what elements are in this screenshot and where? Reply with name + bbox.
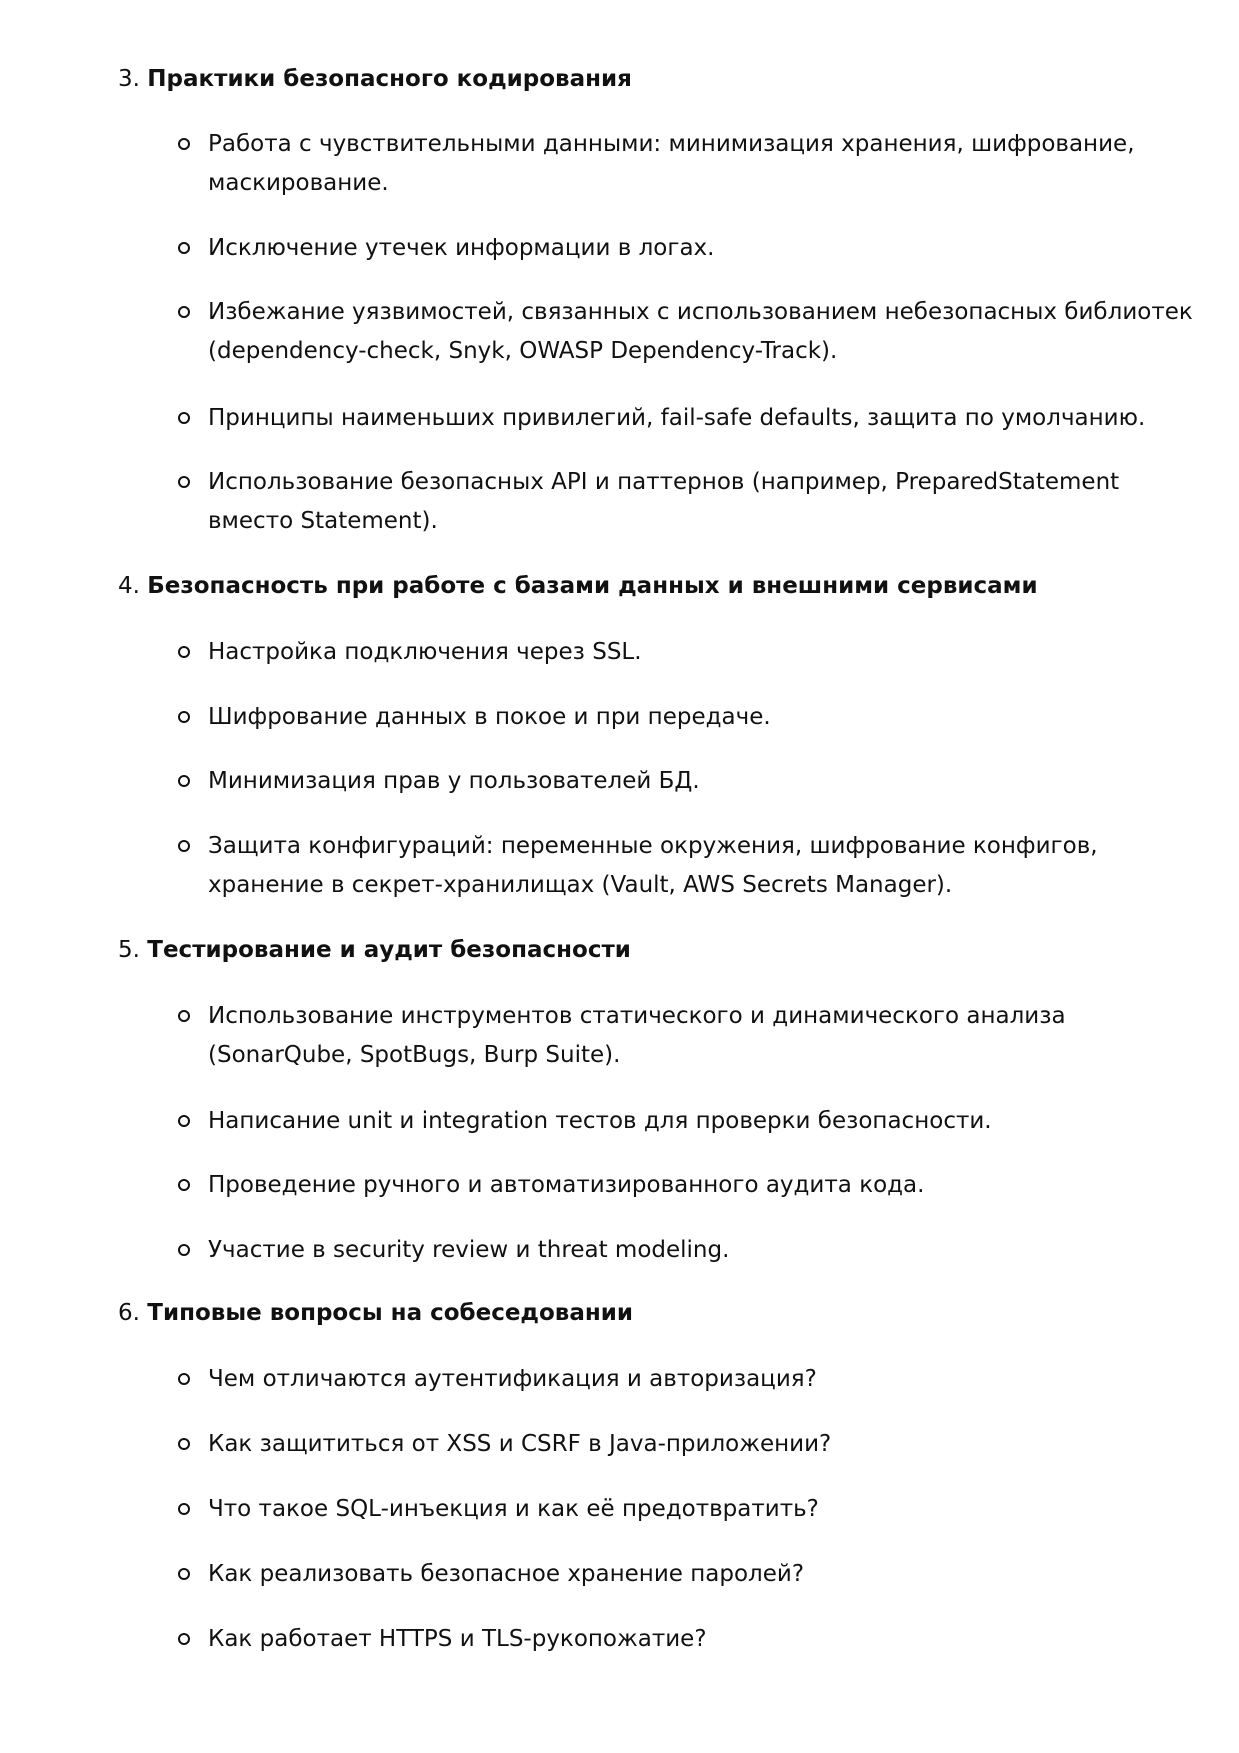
list-item [208,762,1168,801]
list-item-line: Минимизация прав у пользователей БД. [208,768,700,794]
list-item [208,698,1168,737]
list-item [208,399,1168,438]
section-number: 6. [118,1300,140,1326]
list-item [208,827,1168,905]
section-title: Типовые вопросы на собеседовании [147,1300,633,1326]
list-bullet [178,840,190,852]
list-bullet [178,1244,190,1256]
list-item [208,1555,1168,1594]
list-item-line: хранение в секрет-хранилищах (Vault, AWS Secrets Manager). [208,872,953,898]
list-bullet [178,1633,190,1645]
list-item-line: (dependency-check, Snyk, OWASP Dependency-Track). [208,338,838,364]
list-item-line: Принципы наименьших привилегий, fail-safe defaults, защита по умолчанию. [208,405,1146,431]
list-bullet [178,775,190,787]
section-heading [118,1298,633,1328]
section-number: 5. [118,937,140,963]
list-bullet [178,1115,190,1127]
list-item [208,1166,1168,1205]
list-item [208,997,1168,1075]
list-item-line: вместо Statement). [208,508,438,534]
list-item-line: Чем отличаются аутентификация и авторизация? [208,1366,817,1392]
list-item-line: маскирование. [208,170,389,196]
section-number: 4. [118,573,140,599]
list-bullet [178,138,190,150]
list-item-line: Что такое SQL-инъекция и как её предотвратить? [208,1496,819,1522]
section-title: Тестирование и аудит безопасности [147,937,631,963]
list-item [208,463,1168,541]
list-item [208,1425,1168,1464]
list-bullet [178,711,190,723]
section-title: Практики безопасного кодирования [147,66,632,92]
list-item [208,1490,1168,1529]
list-item-line: Проведение ручного и автоматизированного аудита кода. [208,1172,925,1198]
list-item-line: Как работает HTTPS и TLS-рукопожатие? [208,1626,707,1652]
list-item-line: Настройка подключения через SSL. [208,639,642,665]
list-bullet [178,1179,190,1191]
list-item-line: Избежание уязвимостей, связанных с использованием небезопасных библиотек [208,299,1193,325]
list-item [208,229,1168,268]
list-item-line: Как защититься от XSS и CSRF в Java-приложении? [208,1431,832,1457]
list-item-line: Как реализовать безопасное хранение паролей? [208,1561,805,1587]
list-item [208,125,1168,203]
list-item-line: Участие в security review и threat modeling. [208,1237,730,1263]
list-bullet [178,476,190,488]
section-title: Безопасность при работе с базами данных и внешними сервисами [147,573,1038,599]
list-item [208,293,1193,371]
list-bullet [178,1438,190,1450]
list-bullet [178,646,190,658]
list-item-line: (SonarQube, SpotBugs, Burp Suite). [208,1042,621,1068]
list-bullet [178,242,190,254]
list-item [208,1231,1168,1270]
list-bullet [178,412,190,424]
list-bullet [178,1010,190,1022]
list-item-line: Написание unit и integration тестов для проверки безопасности. [208,1108,992,1134]
list-bullet [178,306,190,318]
list-item-line: Использование безопасных API и паттернов (например, PreparedStatement [208,469,1120,495]
list-item-line: Работа с чувствительными данными: минимизация хранения, шифрование, [208,131,1135,157]
list-item [208,1102,1168,1141]
list-item-line: Шифрование данных в покое и при передаче. [208,704,771,730]
section-number: 3. [118,66,140,92]
list-item-line: Использование инструментов статического и динамического анализа [208,1003,1066,1029]
list-item [208,1360,1168,1399]
list-item [208,1620,1168,1659]
list-item [208,633,1168,672]
section-heading [118,64,632,94]
section-heading [118,935,631,965]
list-bullet [178,1568,190,1580]
list-item-line: Защита конфигураций: переменные окружения, шифрование конфигов, [208,833,1098,859]
list-bullet [178,1373,190,1385]
section-heading [118,571,1038,601]
list-bullet [178,1503,190,1515]
list-item-line: Исключение утечек информации в логах. [208,235,715,261]
